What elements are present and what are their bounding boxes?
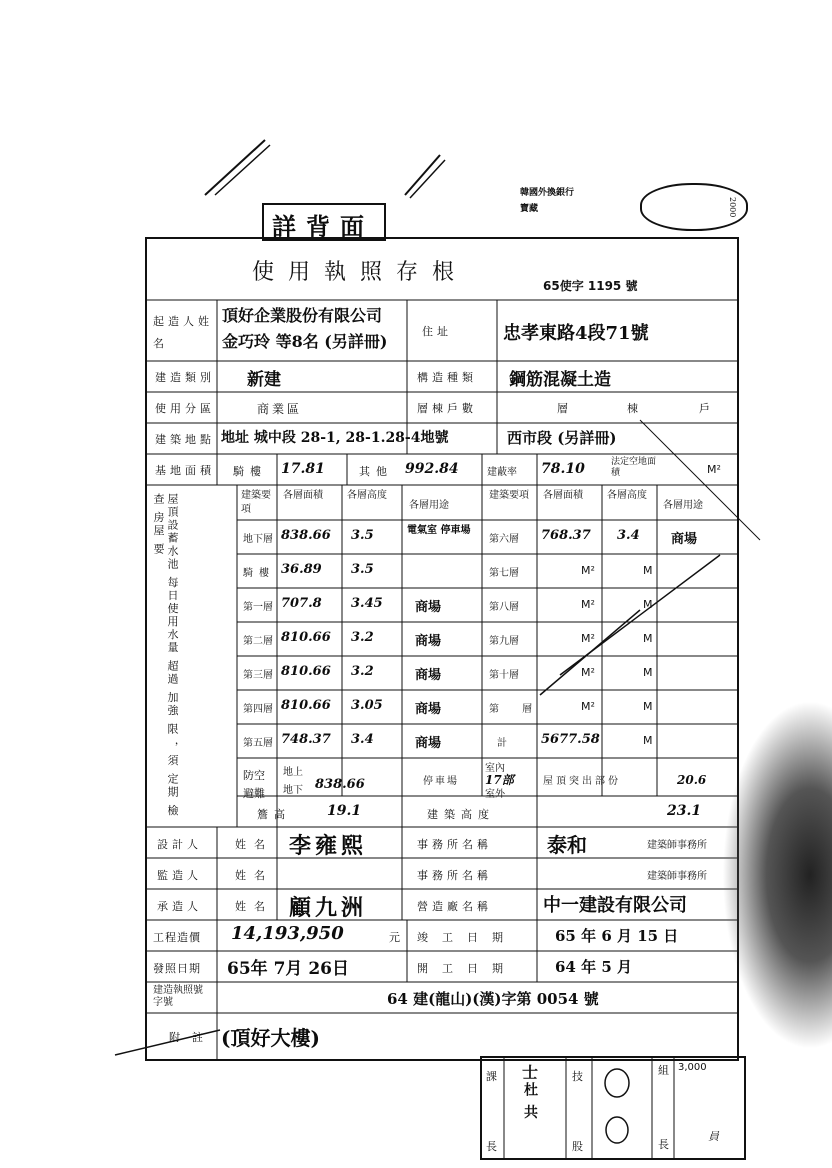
zone-label: 使用分區 bbox=[155, 402, 215, 415]
area-unit: M² bbox=[581, 666, 595, 679]
contractor-firm-label: 營造廠名稱 bbox=[417, 900, 492, 913]
height-unit: M bbox=[643, 564, 653, 577]
coverage-value: 78.10 bbox=[541, 461, 585, 477]
supervisor-office-label: 事務所名稱 bbox=[417, 869, 492, 882]
parking-label: 停車場 bbox=[423, 776, 459, 787]
floors-unit-3: 戶 bbox=[699, 402, 710, 415]
floors-label: 層棟戶數 bbox=[417, 402, 477, 415]
supervisor-suffix: 建築師事務所 bbox=[647, 871, 707, 882]
col-header-4: 各層用途 bbox=[409, 500, 449, 511]
parking-in: 室內 bbox=[485, 763, 505, 774]
side-note: 屋頂設蓄水池 每日使用水量 超過 加強 限 ，須 定期 檢查 房屋 要 bbox=[152, 493, 179, 818]
permit-number: 65使字 1195 號 bbox=[543, 279, 638, 293]
floor-height: 3.05 bbox=[351, 698, 383, 713]
area-unit: M² bbox=[581, 632, 595, 645]
designer-name: 李雍熙 bbox=[289, 833, 368, 859]
parking-in-value: 17部 bbox=[485, 773, 514, 787]
floor-use: 商場 bbox=[415, 668, 442, 683]
floor-name-2: 第十層 bbox=[489, 670, 519, 681]
table-row bbox=[147, 656, 737, 690]
col-header-8: 各層用途 bbox=[663, 500, 703, 511]
height-unit: M bbox=[643, 632, 653, 645]
land-label: 建築地點 bbox=[155, 433, 215, 446]
cost-label: 工程造價 bbox=[153, 931, 201, 944]
start-value: 64 年 5 月 bbox=[555, 958, 632, 976]
col-header-1: 建築要項 bbox=[241, 490, 271, 515]
floor-use: 商場 bbox=[415, 600, 442, 615]
area-unit: M² bbox=[581, 564, 595, 577]
category-value: 新建 bbox=[247, 370, 281, 390]
area-unit: M² bbox=[581, 598, 595, 611]
floor-use: 商場 bbox=[415, 702, 442, 717]
approval-col-a: 課 bbox=[486, 1070, 497, 1083]
legal-label: 法定空地面積 bbox=[611, 457, 657, 478]
builder-label: 起造人姓名 bbox=[153, 315, 213, 350]
height-unit: M bbox=[643, 598, 653, 611]
bldg-height-value: 23.1 bbox=[667, 803, 702, 819]
floor-name-2: 第七層 bbox=[489, 568, 519, 579]
designer-office: 泰和 bbox=[547, 833, 587, 857]
designer-label: 設計人 bbox=[157, 838, 202, 851]
done-value: 65 年 6 月 15 日 bbox=[555, 927, 679, 945]
table-row bbox=[147, 724, 737, 758]
floor-name: 第五層 bbox=[243, 738, 273, 749]
floor-name: 騎樓 bbox=[243, 568, 275, 579]
floor-area: 707.8 bbox=[281, 596, 322, 611]
floor-height: 3.45 bbox=[351, 596, 383, 611]
designer-suffix: 建築師事務所 bbox=[647, 840, 707, 851]
floor-use: 商場 bbox=[415, 736, 442, 751]
form-title: 使用執照存根 bbox=[252, 260, 469, 285]
approval-col-f: 杜 共 bbox=[522, 1082, 538, 1121]
other-label: 其他 bbox=[359, 465, 393, 478]
eave-value: 19.1 bbox=[327, 803, 362, 819]
approval-stamp-box bbox=[480, 1056, 746, 1160]
land-sub-value: 西市段 (另詳冊) bbox=[507, 429, 617, 447]
roof-value: 20.6 bbox=[677, 773, 707, 787]
approval-col-b: 技 bbox=[572, 1070, 583, 1083]
floor-height: 3.5 bbox=[351, 528, 374, 543]
parking-out: 室外 bbox=[485, 789, 505, 800]
issue-label: 發照日期 bbox=[153, 962, 201, 975]
defense-label: 防空避難 bbox=[243, 769, 265, 800]
approval-col-g: 3,000 bbox=[678, 1062, 707, 1073]
floor-area-2: 5677.58 bbox=[541, 732, 600, 747]
floor-height-2: 3.4 bbox=[617, 528, 640, 543]
floor-area: 36.89 bbox=[281, 562, 322, 577]
seal-text-2: 寶藏 bbox=[520, 204, 539, 214]
zone-value: 商業區 bbox=[257, 402, 303, 416]
floor-name-2: 第九層 bbox=[489, 636, 519, 647]
approval-col-c: 組 bbox=[658, 1064, 669, 1077]
arcade-value: 17.81 bbox=[281, 461, 325, 477]
floor-height: 3.2 bbox=[351, 630, 374, 645]
floor-name: 第二層 bbox=[243, 636, 273, 647]
seal-text-1: 韓國外換銀行 bbox=[520, 188, 575, 198]
roof-label: 屋頂突出部份 bbox=[543, 776, 621, 787]
floors-unit-2: 棟 bbox=[627, 402, 638, 415]
table-row bbox=[147, 520, 737, 554]
address-value: 忠孝東路4段71號 bbox=[503, 323, 649, 344]
land-value: 地址 城中段 28-1, 28-1.28-4地號 bbox=[221, 430, 449, 446]
area-unit: M² bbox=[581, 700, 595, 713]
table-row bbox=[147, 588, 737, 622]
edge-shadow bbox=[722, 700, 832, 1050]
note-label: 附註 bbox=[169, 1031, 215, 1044]
other-value: 992.84 bbox=[405, 461, 459, 477]
floor-height: 3.5 bbox=[351, 562, 374, 577]
contractor-name-label: 姓名 bbox=[235, 900, 273, 913]
floor-area: 810.66 bbox=[281, 664, 331, 679]
floor-name: 第一層 bbox=[243, 602, 273, 613]
address-label: 住址 bbox=[422, 325, 452, 338]
structure-value: 鋼筋混凝土造 bbox=[509, 370, 611, 390]
floor-name-2: 第八層 bbox=[489, 602, 519, 613]
defense-below-value: 838.66 bbox=[315, 777, 365, 792]
floor-name-2: 第 層 bbox=[489, 704, 543, 715]
col-header-7: 各層高度 bbox=[607, 490, 647, 501]
bldg-height-label: 建築高度 bbox=[427, 808, 495, 821]
supervisor-name-label: 姓名 bbox=[235, 869, 273, 882]
approval-col-h: 長 bbox=[658, 1138, 669, 1151]
col-header-6: 各層面積 bbox=[543, 490, 583, 501]
designer-office-label: 事務所名稱 bbox=[417, 838, 492, 851]
floor-name-2: 第六層 bbox=[489, 534, 519, 545]
designer-name-label: 姓名 bbox=[235, 838, 273, 851]
approval-col-d: 長 bbox=[486, 1140, 497, 1153]
permit-form bbox=[145, 237, 739, 1061]
arcade-label: 騎樓 bbox=[233, 465, 267, 478]
cost-unit: 元 bbox=[389, 931, 400, 944]
table-row bbox=[147, 690, 737, 724]
issue-value: 65年 7月 26日 bbox=[227, 959, 349, 979]
note-value: (頂好大樓) bbox=[221, 1026, 320, 1050]
col-header-3: 各層高度 bbox=[347, 490, 387, 501]
contractor-name: 顧九洲 bbox=[289, 895, 368, 921]
height-unit: M bbox=[643, 666, 653, 679]
structure-label: 構造種類 bbox=[417, 371, 477, 384]
floor-name: 地下層 bbox=[243, 534, 273, 545]
defense-above: 地上 bbox=[283, 767, 303, 778]
approval-grid bbox=[482, 1058, 744, 1158]
approval-col-i: 股 bbox=[572, 1140, 583, 1153]
floor-use: 電氣室 停車場 bbox=[407, 525, 471, 536]
permit-value: 64 建(龍山)(漢)字第 0054 號 bbox=[387, 990, 599, 1008]
legal-unit: M² bbox=[707, 463, 721, 476]
col-header-2: 各層面積 bbox=[283, 490, 323, 501]
approval-col-e: 士 bbox=[522, 1063, 539, 1082]
floor-name: 第三層 bbox=[243, 670, 273, 681]
approval-col-j: 員 bbox=[708, 1130, 719, 1143]
col-header-5: 建築要項 bbox=[489, 490, 529, 501]
category-label: 建造類別 bbox=[155, 371, 215, 384]
cost-value: 14,193,950 bbox=[231, 923, 344, 944]
floors-unit-1: 層 bbox=[557, 402, 568, 415]
floor-name: 第四層 bbox=[243, 704, 273, 715]
floor-name-2: 計 bbox=[497, 738, 507, 749]
start-label: 開工日期 bbox=[417, 962, 517, 975]
done-label: 竣工日期 bbox=[417, 931, 517, 944]
defense-below: 地下 bbox=[283, 785, 303, 796]
floor-use-2: 商場 bbox=[671, 532, 698, 547]
contractor-firm: 中一建設有限公司 bbox=[543, 895, 687, 916]
floor-area: 838.66 bbox=[281, 528, 331, 543]
permit-label: 建造執照號 字號 bbox=[153, 985, 203, 1008]
site-area-label: 基地面積 bbox=[155, 464, 215, 477]
height-unit: M bbox=[643, 734, 653, 747]
table-row bbox=[147, 622, 737, 656]
height-unit: M bbox=[643, 700, 653, 713]
eave-label: 簷高 bbox=[257, 808, 291, 821]
floor-height: 3.4 bbox=[351, 732, 374, 747]
back-side-stamp-text: 詳背面 bbox=[272, 212, 374, 241]
coverage-label: 建蔽率 bbox=[487, 467, 517, 478]
builder-value: 頂好企業股份有限公司 金巧玲 等8名 (另詳冊) bbox=[222, 306, 388, 351]
floor-area: 810.66 bbox=[281, 630, 331, 645]
floor-area-2: 768.37 bbox=[541, 528, 591, 543]
table-row bbox=[147, 554, 737, 588]
floor-area: 810.66 bbox=[281, 698, 331, 713]
supervisor-label: 監造人 bbox=[157, 869, 202, 882]
floor-height: 3.2 bbox=[351, 664, 374, 679]
contractor-label: 承造人 bbox=[157, 900, 202, 913]
floor-area: 748.37 bbox=[281, 732, 331, 747]
floor-use: 商場 bbox=[415, 634, 442, 649]
seal-text-3: 2000 bbox=[728, 197, 737, 218]
floor-rows bbox=[147, 520, 737, 758]
